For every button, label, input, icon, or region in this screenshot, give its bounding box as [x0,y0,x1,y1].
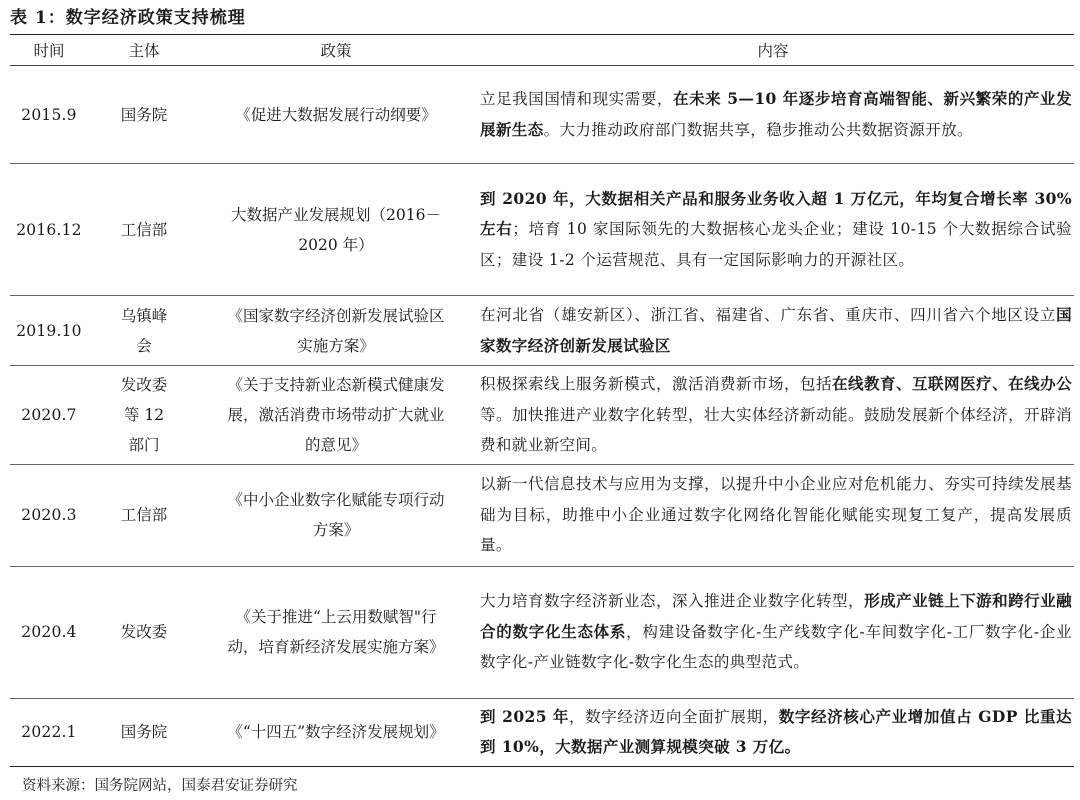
content-segment: 在河北省（雄安新区）、浙江省、福建省、广东省、重庆市、四川省六个地区设立 [480,306,1057,324]
header-date: 时间 [10,35,88,66]
content-segment: 大力培育数字经济新业态，深入推进企业数字化转型， [480,592,865,611]
table-row [10,566,1074,698]
content-segment: ，数字经济迈向全面扩展期， [569,707,779,726]
cell-policy-text: 《“十四五”数字经济发展规划》 [227,723,445,741]
cell-date-text: 2016.12 [16,220,82,239]
cell-date-text: 2022.1 [21,723,77,741]
cell-date-text: 2019.10 [16,321,82,340]
cell-policy [200,164,472,296]
cell-body [88,66,200,164]
cell-body [88,464,200,566]
content-bold-segment: 在未来 5—10 年逐步培育高端智能、新兴繁荣的产业发展新生态 [480,89,1072,139]
cell-date-text: 2020.4 [21,623,77,641]
table-row [10,296,1074,366]
cell-policy [200,366,472,465]
cell-date [10,66,88,164]
content-bold-segment: 形成产业链上下游和跨行业融合的数字化生态体系 [480,591,1072,641]
cell-content [472,464,1074,566]
table-row [10,464,1074,566]
cell-content [472,366,1074,465]
cell-policy-text: 《关于支持新业态新模式健康发展，激活消费市场带动扩大就业的意见》 [227,375,445,454]
table-row [10,164,1074,296]
table-header-row [10,35,1074,66]
cell-content [472,698,1074,766]
cell-date [10,296,88,366]
cell-policy-text: 《中小企业数字化赋能专项行动方案》 [227,491,445,539]
content-bold-segment: 数字经济核心产业增加值占 GDP 比重达到 10%，大数据产业测算规模突破 3 万亿。 [480,706,1072,756]
cell-body [88,366,200,465]
cell-policy-text: 《国家数字经济创新发展试验区实施方案》 [227,306,445,355]
cell-body-text: 乌镇峰会 [120,306,168,355]
cell-body [88,566,200,698]
cell-body [88,164,200,296]
cell-content [472,296,1074,366]
cell-body-text: 国务院 [120,105,168,124]
cell-date [10,366,88,465]
cell-date-text: 2015.9 [21,105,77,124]
header-body: 主体 [88,35,200,66]
cell-date-text: 2020.3 [21,506,77,524]
content-bold-segment: 到 2025 年 [480,706,570,726]
cell-date [10,698,88,766]
content-segment: ；培育 10 家国际领先的大数据核心龙头企业；建设 10-15 个大数据综合试验区；建设 1-2 个运营规范、具有一定国际影响力的开源社区。 [480,220,1072,269]
source-note: 资料来源：国务院网站，国泰君安证券研究 [22,778,298,794]
content-segment: 。大力推动政府部门数据共享，稳步推动公共数据资源开放。 [543,120,973,139]
content-segment: 积极探索线上服务新模式，激活消费新市场，包括 [480,375,833,393]
content-segment: 以新一代信息技术与应用为支撑，以提升中小企业应对危机能力、夯实可持续发展基础为目标，助推中小企业通过数字化网络化智能化赋能实现复工复产，提高发展质量。 [480,475,1072,555]
content-segment: ，构建设备数字化-生产线数字化-车间数字化-工厂数字化-企业数字化-产业链数字化-数字化生态的典型范式。 [480,622,1072,672]
cell-date [10,164,88,296]
cell-body [88,698,200,766]
cell-body-text: 工信部 [120,506,168,524]
cell-body-text: 发改委等 12 部门 [120,375,168,454]
table-row [10,698,1074,766]
header-policy: 政策 [200,35,472,66]
cell-content [472,66,1074,164]
content-bold-segment: 在线教育、互联网医疗、在线办公 [832,374,1072,393]
cell-policy [200,566,472,698]
table-title: 表 1：数字经济政策支持梳理 [10,8,246,28]
cell-policy [200,66,472,164]
cell-date-text: 2020.7 [21,405,77,424]
policy-table [10,34,1074,767]
cell-policy [200,698,472,766]
cell-body-text: 工信部 [120,220,168,239]
cell-policy-text: 《关于推进“上云用数赋智"行动，培育新经济发展实施方案》 [227,608,445,656]
content-segment: 立足我国国情和现实需要， [480,90,674,108]
header-content: 内容 [472,35,1074,66]
cell-content [472,164,1074,296]
cell-policy [200,296,472,366]
cell-policy-text: 《促进大数据发展行动纲要》 [235,105,437,124]
content-bold-segment: 国家数字经济创新发展试验区 [480,305,1072,355]
content-bold-segment: 到 2020 年，大数据相关产品和服务业务收入超 1 万亿元，年均复合增长率 30%左右 [480,188,1072,239]
table-row [10,366,1074,465]
cell-body-text: 国务院 [120,723,168,741]
cell-body [88,296,200,366]
cell-policy-text: 大数据产业发展规划（2016－2020 年） [231,205,441,254]
cell-policy [200,464,472,566]
cell-body-text: 发改委 [120,623,168,641]
cell-date [10,464,88,566]
cell-date [10,566,88,698]
table-row [10,66,1074,164]
cell-content [472,566,1074,698]
content-segment: 等。加快推进产业数字化转型，壮大实体经济新动能。鼓励发展新个体经济，开辟消费和就业新空间。 [480,405,1072,454]
